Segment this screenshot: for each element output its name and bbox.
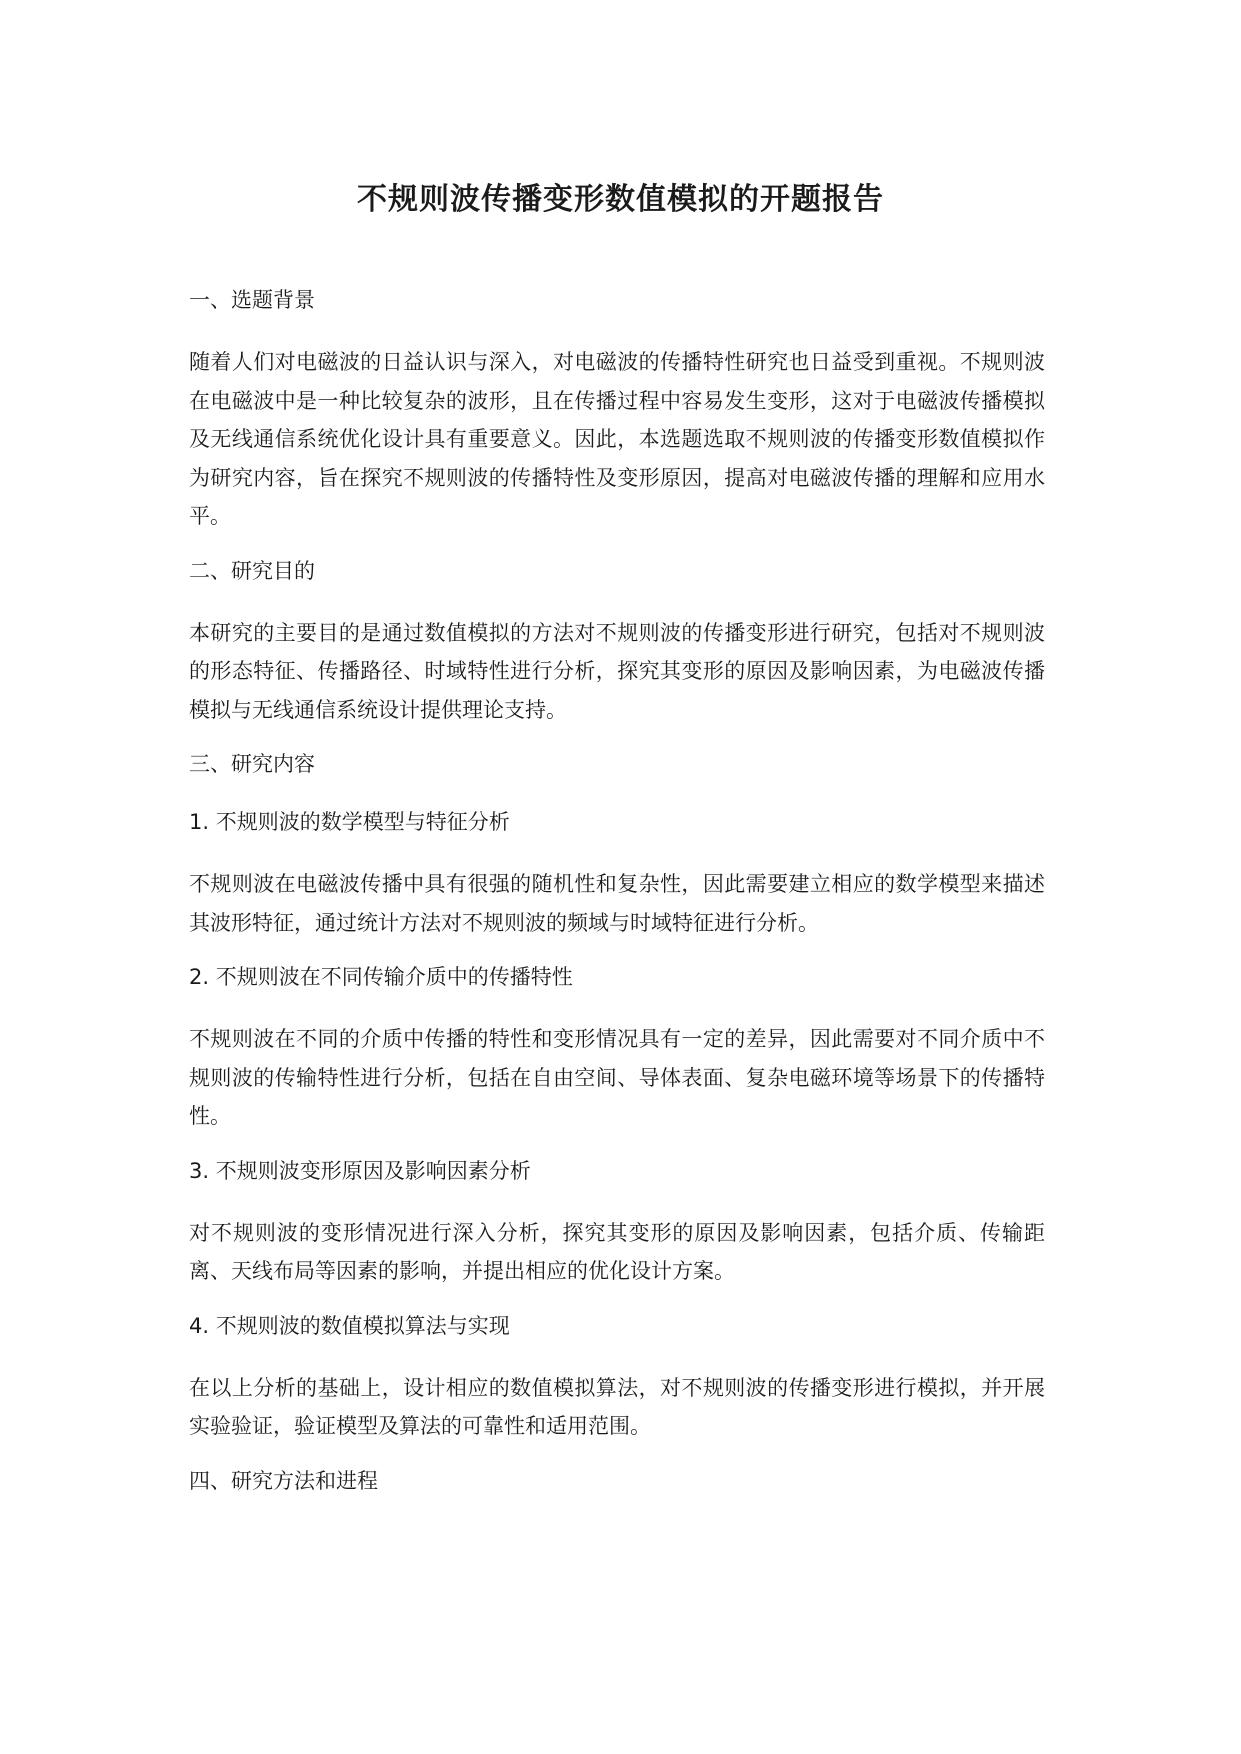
subsection-heading-1: 1. 不规则波的数学模型与特征分析 [189, 810, 510, 834]
document-body [189, 285, 1045, 1524]
subsection-text-1: 不规则波在电磁波传播中具有很强的随机性和复杂性，因此需要建立相应的数学模型来描述其波形特征，通过统计方法对不规则波的频域与时域特征进行分析。 [189, 872, 1045, 935]
section-heading-content: 三、研究内容 [189, 752, 315, 776]
subsection-heading-2: 2. 不规则波在不同传输介质中的传播特性 [189, 965, 573, 989]
subsection-heading-4: 4. 不规则波的数值模拟算法与实现 [189, 1313, 510, 1338]
section-heading-method: 四、研究方法和进程 [189, 1468, 378, 1493]
subsection-heading-3: 3. 不规则波变形原因及影响因素分析 [189, 1158, 531, 1183]
section-text-background: 随着人们对电磁波的日益认识与深入，对电磁波的传播特性研究也日益受到重视。不规则波在电磁波中是一种比较复杂的波形，且在传播过程中容易发生变形，这对于电磁波传播模拟及无线通信系统优化设计具有重要意义。因此，本选题选取不规则波的传播变形数值模拟作为研究内容，旨在探究不规则波的传播特性及变形原因，提高对电磁波传播的理解和应用水平。 [189, 350, 1045, 528]
document-title: 不规则波传播变形数值模拟的开题报告 [357, 182, 884, 217]
section-heading-background: 一、选题背景 [189, 288, 315, 312]
section-text-purpose: 本研究的主要目的是通过数值模拟的方法对不规则波的传播变形进行研究，包括对不规则波的形态特征、传播路径、时域特性进行分析，探究其变形的原因及影响因素，为电磁波传播模拟与无线通信系统设计提供理论支持。 [189, 620, 1045, 722]
section-heading-purpose: 二、研究目的 [189, 558, 315, 583]
subsection-text-3: 对不规则波的变形情况进行深入分析，探究其变形的原因及影响因素，包括介质、传输距离、天线布局等因素的影响，并提出相应的优化设计方案。 [189, 1220, 1045, 1283]
subsection-text-2: 不规则波在不同的介质中传播的特性和变形情况具有一定的差异，因此需要对不同介质中不规则波的传输特性进行分析，包括在自由空间、导体表面、复杂电磁环境等场景下的传播特性。 [189, 1027, 1045, 1128]
subsection-text-4: 在以上分析的基础上，设计相应的数值模拟算法，对不规则波的传播变形进行模拟，并开展实验验证，验证模型及算法的可靠性和适用范围。 [189, 1375, 1045, 1438]
